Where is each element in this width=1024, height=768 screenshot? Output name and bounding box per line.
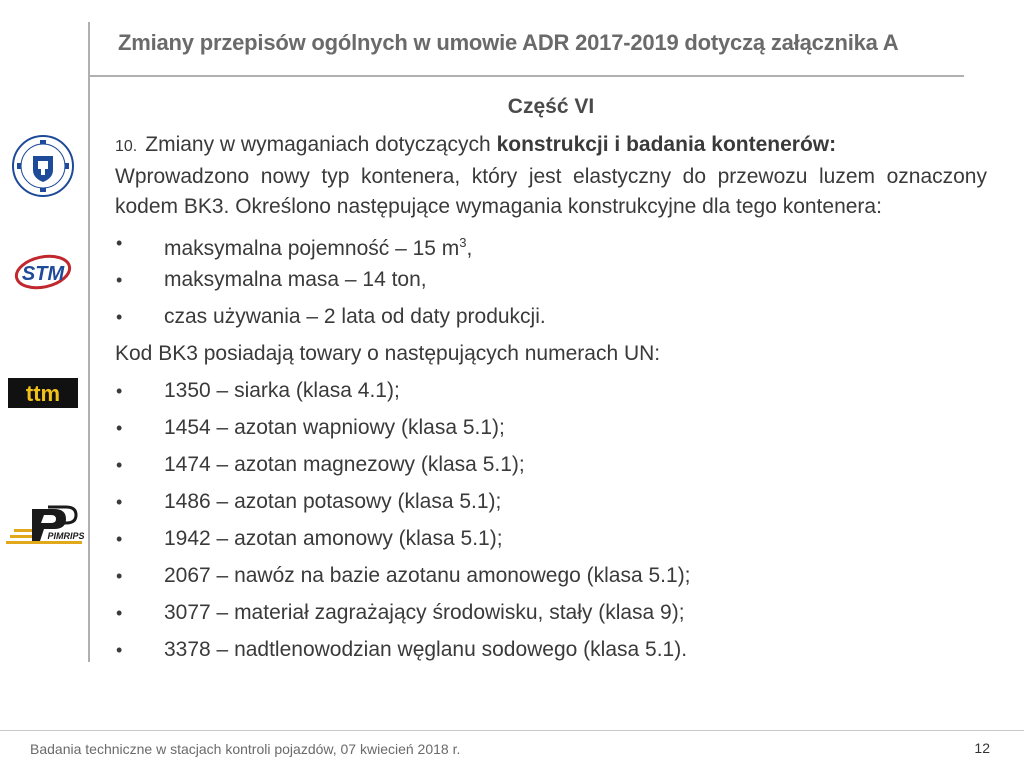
- item-text: Zmiany w wymaganiach dotyczących: [145, 133, 497, 156]
- vertical-divider: [88, 22, 90, 662]
- goods-text: 1486 – azotan potasowy (klasa 5.1);: [164, 490, 502, 513]
- goods-text: 1942 – azotan amonowy (klasa 5.1);: [164, 527, 503, 550]
- goods-item: [115, 561, 987, 598]
- footer-caption: Badania techniczne w stacjach kontroli pojazdów, 07 kwiecień 2018 r.: [30, 741, 461, 757]
- requirement-item: [115, 302, 987, 339]
- bullet-icon: •: [116, 640, 123, 660]
- stm-logo: [13, 250, 73, 294]
- goods-item: [115, 450, 987, 487]
- goods-item: [115, 524, 987, 561]
- requirement-item: [115, 228, 987, 265]
- goods-text: 1350 – siarka (klasa 4.1);: [164, 379, 400, 402]
- intro-paragraph: Wprowadzono nowy typ kontenera, który jest elastyczny do przewozu luzem oznaczony kodem BK3. Określono następujące wymagania konstrukcyjne dla tego kontenera:: [115, 165, 987, 218]
- footer-divider: [0, 730, 1024, 731]
- numbered-item: [115, 130, 987, 162]
- bullet-icon: •: [116, 233, 123, 253]
- university-seal-logo: [11, 134, 75, 198]
- bullet-icon: •: [116, 381, 123, 401]
- bullet-icon: •: [116, 455, 123, 475]
- item-bold-text: konstrukcji i badania kontenerów:: [496, 133, 837, 156]
- pimrips-logo-text: PIMRIPS: [47, 531, 84, 541]
- goods-text: 3378 – nadtlenowodzian węglanu sodowego (klasa 5.1).: [164, 638, 688, 661]
- stm-logo-text: STM: [21, 263, 65, 285]
- goods-item: [115, 376, 987, 413]
- goods-text: 3077 – materiał zagrażający środowisku, stały (klasa 9);: [164, 601, 685, 624]
- bullet-icon: •: [116, 270, 123, 290]
- ttm-logo: [8, 378, 78, 408]
- requirement-text: czas używania – 2 lata od daty produkcji.: [164, 305, 546, 328]
- goods-text: 1454 – azotan wapniowy (klasa 5.1);: [164, 416, 505, 439]
- pimrips-logo: [4, 505, 84, 551]
- goods-text: 2067 – nawóz na bazie azotanu amonowego (klasa 5.1);: [164, 564, 691, 587]
- header-underline: [90, 75, 964, 77]
- goods-item: [115, 413, 987, 450]
- bullet-icon: •: [116, 566, 123, 586]
- goods-intro: Kod BK3 posiadają towary o następujących numerach UN:: [115, 342, 661, 365]
- requirement-text: maksymalna masa – 14 ton,: [164, 268, 427, 291]
- goods-item: [115, 598, 987, 635]
- requirement-text: maksymalna pojemność – 15 $m^3$,: [164, 235, 473, 260]
- bullet-icon: •: [116, 603, 123, 623]
- ttm-logo-text: ttm: [25, 381, 61, 406]
- bullet-icon: •: [116, 307, 123, 327]
- page-number: 12: [974, 740, 990, 756]
- section-heading: Część VI: [507, 95, 595, 118]
- bullet-icon: •: [116, 492, 123, 512]
- goods-item: [115, 487, 987, 524]
- item-number: 10.: [115, 138, 138, 155]
- requirement-item: [115, 265, 987, 302]
- goods-text: 1474 – azotan magnezowy (klasa 5.1);: [164, 453, 525, 476]
- bullet-icon: •: [116, 418, 123, 438]
- slide-title: Zmiany przepisów ogólnych w umowie ADR 2017-2019 dotyczą załącznika A: [118, 30, 899, 55]
- slide-content: [115, 92, 987, 672]
- bullet-icon: •: [116, 529, 123, 549]
- goods-item: [115, 635, 987, 672]
